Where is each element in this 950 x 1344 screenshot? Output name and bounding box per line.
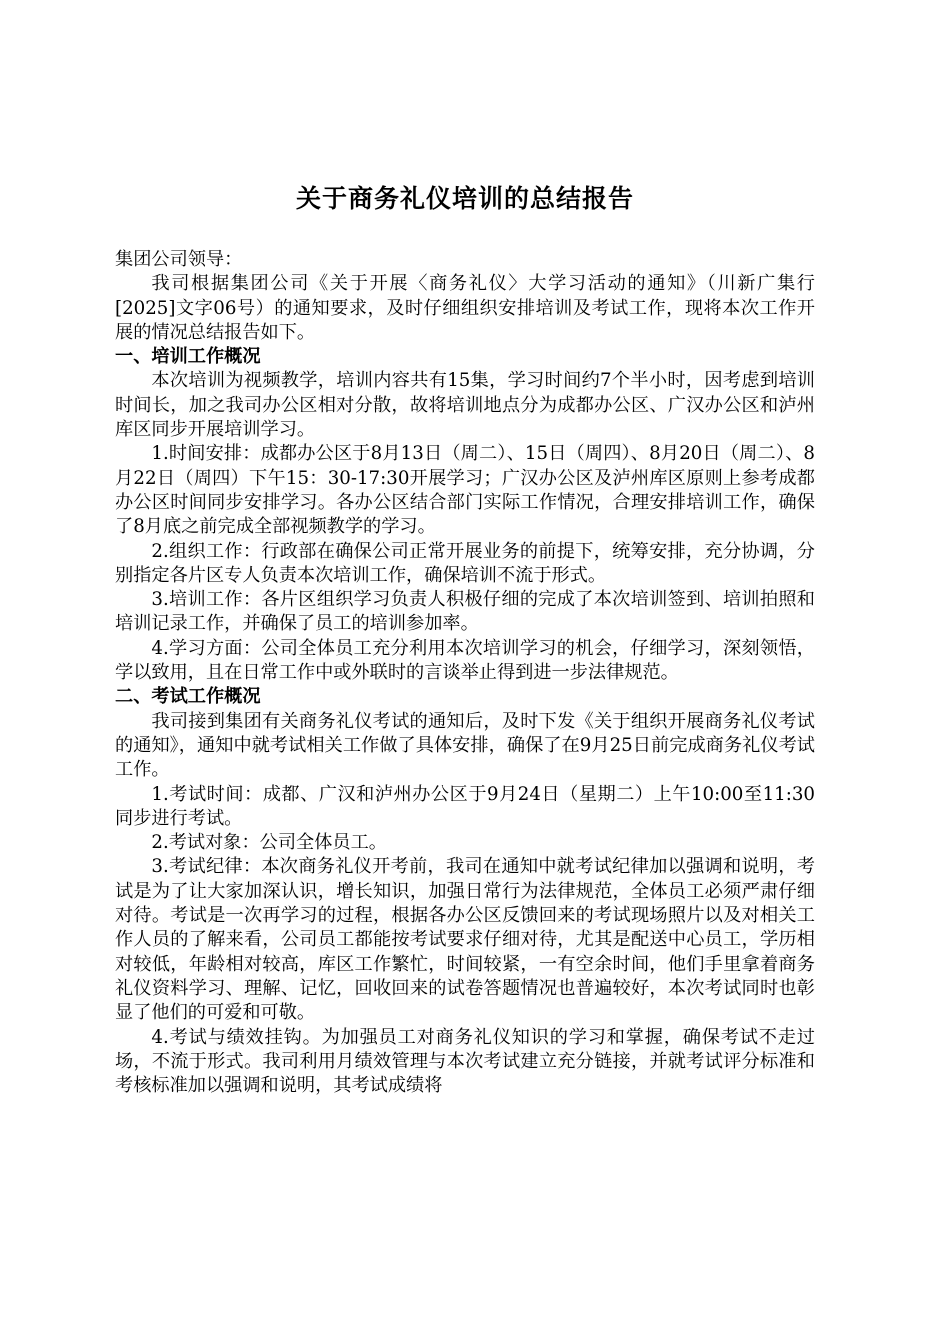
paragraph: 本次培训为视频教学，培训内容共有15集，学习时间约7个半小时，因考虑到培训时间长，加之我司办公区相对分散，故将培训地点分为成都办公区、广汉办公区和泸州库区同步开展培训学习。 xyxy=(115,370,815,441)
document-title: 关于商务礼仪培训的总结报告 xyxy=(295,184,634,213)
salutation: 集团公司领导： xyxy=(115,249,243,270)
paragraph: 我司接到集团有关商务礼仪考试的通知后，及时下发《关于组织开展商务礼仪考试的通知》，通知中就考试相关工作做了具体安排，确保了在9月25日前完成商务礼仪考试工作。 xyxy=(115,710,815,781)
paragraph: 1.考试时间：成都、广汉和泸州办公区于9月24日（星期二）上午10:00至11:30同步进行考试。 xyxy=(115,783,815,829)
section-heading-training: 一、培训工作概况 xyxy=(115,346,261,368)
paragraph: 2.考试对象：公司全体员工。 xyxy=(151,832,387,854)
paragraph: 4.考试与绩效挂钩。为加强员工对商务礼仪知识的学习和掌握，确保考试不走过场，不流于形式。我司利用月绩效管理与本次考试建立充分链接，并就考试评分标准和考核标准加以强调和说明，其考试成绩将 xyxy=(115,1026,815,1097)
document-body xyxy=(115,248,815,1098)
paragraph: 1.时间安排：成都办公区于8月13日（周二）、15日（周四）、8月20日（周二）、8月22日（周四）下午15：30-17:30开展学习；广汉办公区及泸州库区原则上参考成都办公区时间同步安排学习。各办公区结合部门实际工作情况，合理安排培训工作，确保了8月底之前完成全部视频教学的学习。 xyxy=(115,443,815,538)
paragraph: 4.学习方面：公司全体员工充分利用本次培训学习的机会，仔细学习，深刻领悟，学以致用，且在日常工作中或外联时的言谈举止得到进一步法律规范。 xyxy=(115,637,815,684)
paragraph: 3.考试纪律：本次商务礼仪开考前，我司在通知中就考试纪律加以强调和说明，考试是为了让大家加深认识，增长知识，加强日常行为法律规范，全体员工必须严肃仔细对待。考试是一次再学习的过程，根据各办公区反馈回来的考试现场照片以及对相关工作人员的了解来看，公司员工都能按考试要求仔细对待，尤其是配送中心员工，学历相对较低，年龄相对较高，库区工作繁忙，时间较紧，一有空余时间，他们手里拿着商务礼仪资料学习、理解、记忆，回收回来的试卷答题情况也普遍较好，本次考试同时也彰显了他们的可爱和可敬。 xyxy=(115,856,815,1024)
section-heading-exam: 二、考试工作概况 xyxy=(115,686,261,708)
intro-paragraph: 我司根据集团公司《关于开展〈商务礼仪〉大学习活动的通知》（川新广集行[2025]文字06号）的通知要求，及时仔细组织安排培训及考试工作，现将本次工作开展的情况总结报告如下。 xyxy=(115,273,815,343)
paragraph: 3.培训工作：各片区组织学习负责人积极仔细的完成了本次培训签到、培训拍照和培训记录工作，并确保了员工的培训参加率。 xyxy=(115,589,815,635)
paragraph: 2.组织工作：行政部在确保公司正常开展业务的前提下，统筹安排，充分协调，分别指定各片区专人负责本次培训工作，确保培训不流于形式。 xyxy=(115,540,815,586)
